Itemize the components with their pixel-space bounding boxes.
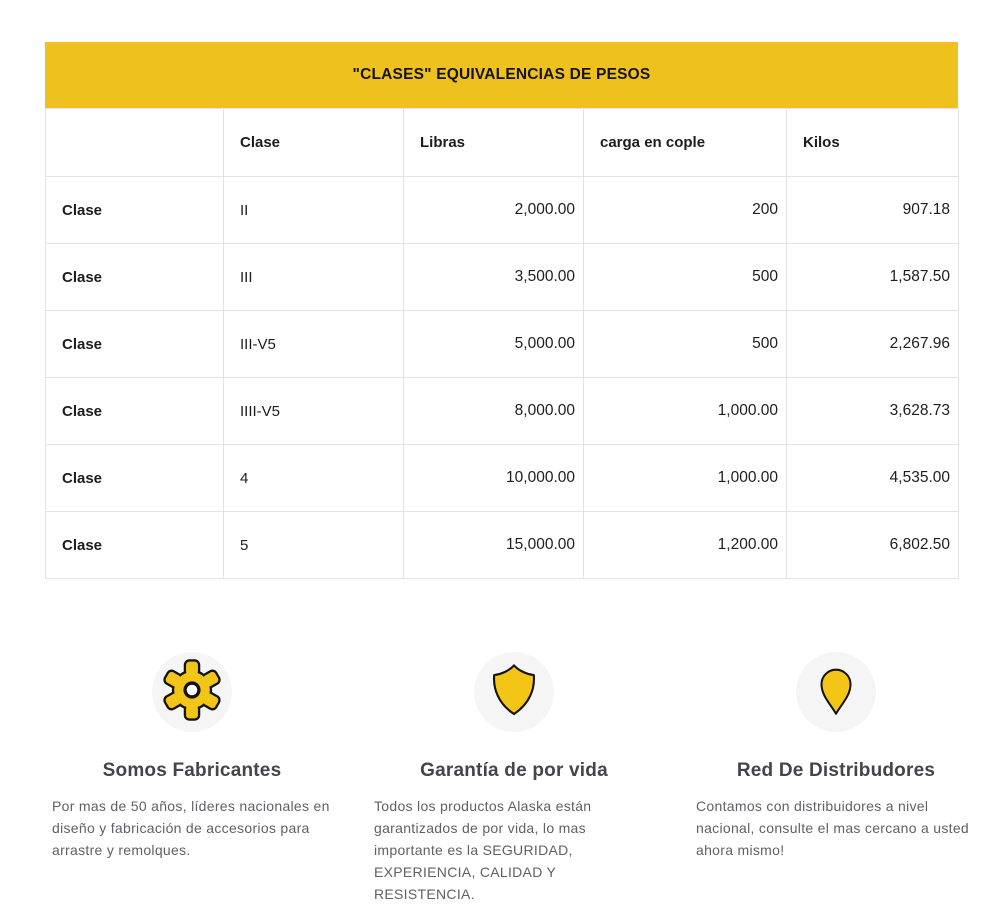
kilos-cell: 907.18	[787, 177, 959, 244]
kilos-cell: 1,587.50	[787, 244, 959, 311]
feature-fabricantes	[52, 652, 332, 905]
clase-cell: IIII-V5	[224, 378, 404, 445]
column-header-clase: Clase	[224, 109, 404, 177]
shield-icon	[484, 659, 544, 726]
libras-cell: 3,500.00	[404, 244, 584, 311]
table-title-banner	[45, 42, 958, 108]
row-label-cell: Clase	[46, 177, 224, 244]
feature-icon-circle	[474, 652, 554, 732]
equivalencias-table	[45, 108, 959, 579]
column-header-carga-en-cople: carga en cople	[584, 109, 787, 177]
carga-cell: 500	[584, 244, 787, 311]
location-pin-icon	[807, 658, 865, 727]
row-label-cell: Clase	[46, 445, 224, 512]
carga-cell: 1,000.00	[584, 445, 787, 512]
table-row	[46, 177, 959, 244]
row-label-cell: Clase	[46, 378, 224, 445]
feature-description: Por mas de 50 años, líderes nacionales en diseño y fabricación de accesorios para arrastre y remolques.	[52, 798, 330, 858]
feature-description: Todos los productos Alaska están garantizados de por vida, lo mas importante es la SEGURIDAD, EXPERIENCIA, CALIDAD Y RESISTENCIA.	[374, 798, 592, 902]
feature-distribuidores	[696, 652, 976, 905]
feature-title: Somos Fabricantes	[102, 760, 282, 781]
clase-cell: III-V5	[224, 311, 404, 378]
kilos-cell: 3,628.73	[787, 378, 959, 445]
carga-cell: 1,200.00	[584, 512, 787, 579]
feature-icon-circle	[152, 652, 232, 732]
feature-title: Red De Distribudores	[736, 760, 936, 781]
libras-cell: 5,000.00	[404, 311, 584, 378]
feature-garantia	[374, 652, 654, 905]
carga-cell: 1,000.00	[584, 378, 787, 445]
row-label-cell: Clase	[46, 244, 224, 311]
table-row	[46, 244, 959, 311]
table-header-row	[46, 109, 959, 177]
table-row	[46, 378, 959, 445]
gear-icon	[159, 657, 225, 728]
table-row	[46, 512, 959, 579]
feature-title: Garantía de por vida	[420, 760, 608, 781]
clase-cell: III	[224, 244, 404, 311]
libras-cell: 10,000.00	[404, 445, 584, 512]
libras-cell: 8,000.00	[404, 378, 584, 445]
clase-cell: 5	[224, 512, 404, 579]
column-header-libras: Libras	[404, 109, 584, 177]
feature-icon-circle	[796, 652, 876, 732]
clase-cell: II	[224, 177, 404, 244]
clase-cell: 4	[224, 445, 404, 512]
kilos-cell: 4,535.00	[787, 445, 959, 512]
table-row	[46, 445, 959, 512]
libras-cell: 15,000.00	[404, 512, 584, 579]
kilos-cell: 6,802.50	[787, 512, 959, 579]
column-header-kilos: Kilos	[787, 109, 959, 177]
carga-cell: 500	[584, 311, 787, 378]
features-row	[0, 652, 1006, 905]
column-header-empty	[46, 109, 224, 177]
feature-description: Contamos con distribuidores a nivel nacional, consulte el mas cercano a usted ahora mismo!	[696, 798, 970, 858]
table-title: "CLASES" EQUIVALENCIAS DE PESOS	[352, 66, 651, 83]
kilos-cell: 2,267.96	[787, 311, 959, 378]
table-row	[46, 311, 959, 378]
libras-cell: 2,000.00	[404, 177, 584, 244]
carga-cell: 200	[584, 177, 787, 244]
row-label-cell: Clase	[46, 512, 224, 579]
row-label-cell: Clase	[46, 311, 224, 378]
